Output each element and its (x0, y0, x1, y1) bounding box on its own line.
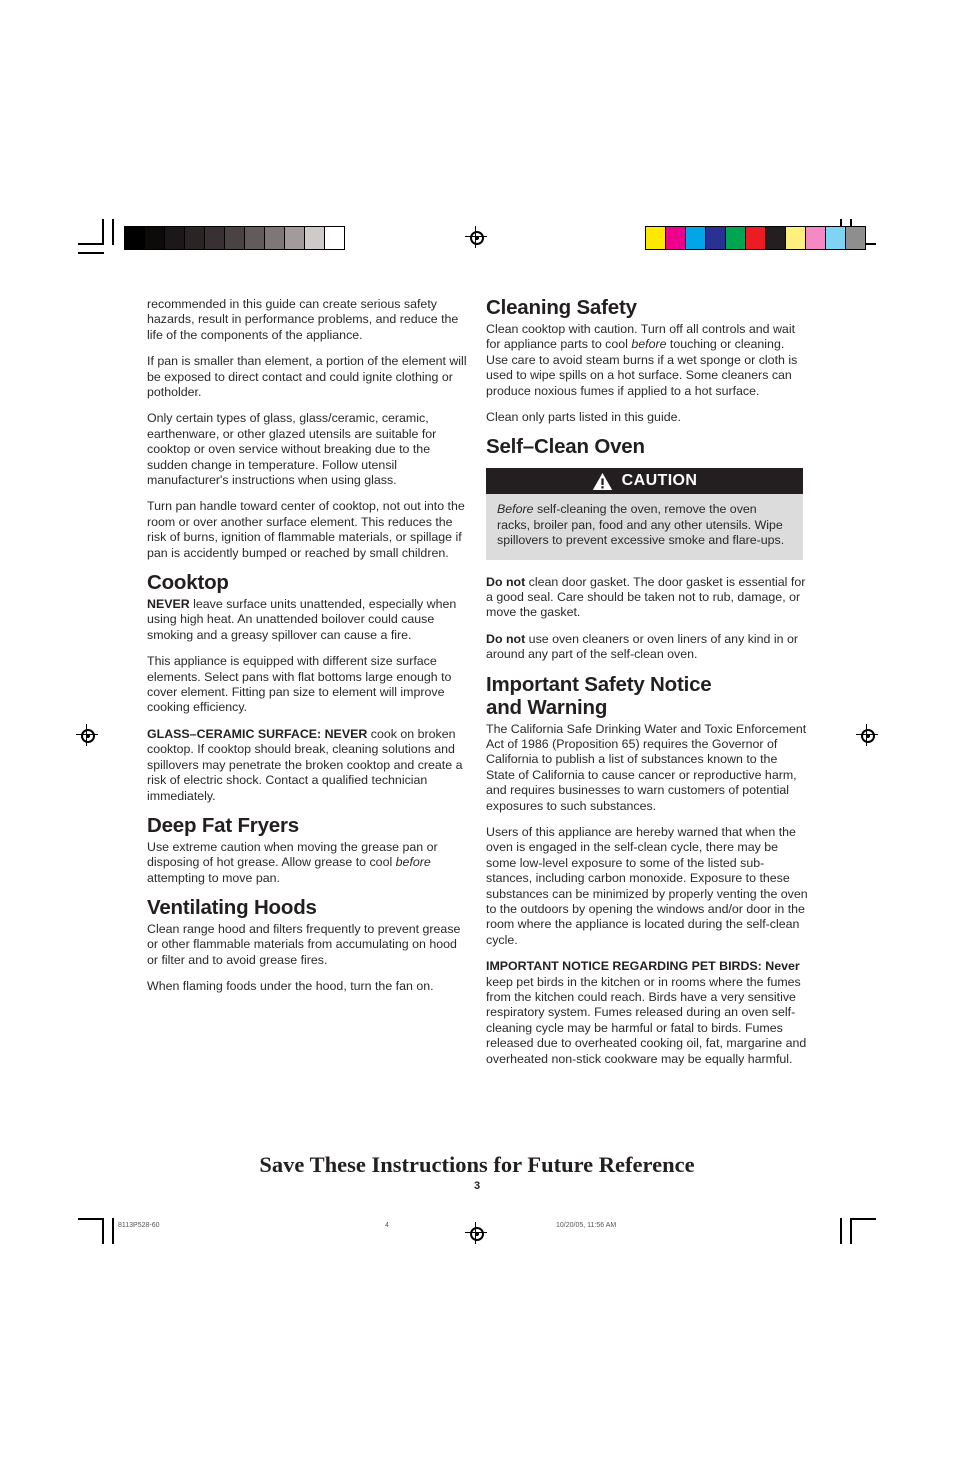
color-swatch-6 (765, 226, 786, 250)
paragraph-self-clean-exposure: Users of this appliance are hereby warned that when the oven is engaged in the self-clean cycle, there may be some low-level exposure to some of the listed sub-stances, including carbon monoxide. Exposure to these substances can be minimized by properly venting the oven to the outdoors by opening the windows and/or door in the room where the appliance is located during the self-clean cycle. (486, 824, 808, 947)
emphasis-before-cleaning: before (631, 337, 667, 352)
paragraph-hood-flaming: When flaming foods under the hood, turn the fan on. (147, 979, 434, 994)
registration-target-top-center (465, 226, 487, 248)
text-do-not-2-rest: use oven cleaners or oven liners of any kind in or around any part of the self-clean oven. (486, 631, 798, 662)
color-calibration-strip (645, 226, 865, 248)
grayscale-swatch-2 (164, 226, 185, 250)
heading-deep-fat-fryers: Deep Fat Fryers (147, 813, 299, 837)
emphasis-before: before (395, 855, 431, 870)
crop-mark-bottom-left-horizontal (78, 1218, 104, 1220)
emphasis-before-caution: Before (497, 502, 534, 517)
caution-text-rest: self-cleaning the oven, remove the oven racks, broiler pan, food and any other utensils. Wipe spillovers to prevent excessive smoke and flare-ups. (497, 502, 785, 548)
grayscale-calibration-strip (124, 226, 344, 248)
color-swatch-10 (845, 226, 866, 250)
heading-cleaning-safety: Cleaning Safety (486, 296, 637, 319)
text-fryers-a: Use extreme caution when moving the grease pan or disposing of hot grease. Allow grease to cool (147, 839, 438, 870)
color-swatch-8 (805, 226, 826, 250)
grayscale-swatch-8 (284, 226, 305, 250)
text-cleaning-a: Clean cooktop with caution. Turn off all controls and wait for appliance parts to cool (486, 321, 796, 352)
text-cleaning-b: touching or cleaning. Use care to avoid steam burns if a wet sponge or cloth is used to wipe spills on a hot surface. Some cleaners can produce noxious fumes if applied to a hot surface. (486, 337, 798, 398)
heading-line-1: Important Safety Notice (486, 672, 712, 696)
grayscale-swatch-9 (304, 226, 325, 250)
footer-tagline: Save These Instructions for Future Reference (259, 1152, 695, 1177)
bold-pet-birds-notice: IMPORTANT NOTICE REGARDING PET BIRDS: Never (486, 959, 800, 974)
grayscale-swatch-3 (184, 226, 205, 250)
crop-mark-top-left-vertical (102, 219, 104, 245)
paragraph-cleaning-safety (486, 322, 809, 399)
grayscale-swatch-0 (124, 226, 145, 250)
paragraph-clean-only-parts: Clean only parts listed in this guide. (486, 409, 681, 424)
paragraph-pet-birds (486, 959, 809, 1067)
bold-do-not-2: Do not (486, 631, 526, 646)
color-swatch-9 (825, 226, 846, 250)
grayscale-swatch-6 (244, 226, 265, 250)
crop-mark-bottom-left-vertical (102, 1218, 104, 1244)
slug-timestamp: 10/20/05, 11:56 AM (556, 1222, 617, 1229)
registration-target-left-middle (76, 724, 98, 746)
paragraph-do-not-clean-gasket (486, 575, 809, 621)
paragraph-cooktop-elements: This appliance is equipped with different size surface elements. Select pans with flat bottoms large enough to cover element. Fitting pan size to element will improve cooking efficiency. (147, 654, 452, 715)
caution-header (486, 468, 803, 494)
registration-target-bottom-center (465, 1222, 487, 1244)
paragraph-continued-safety: recommended in this guide can create serious safety hazards, result in performance problems, and reduce the life of the components of the appliance. (147, 297, 459, 342)
grayscale-swatch-7 (264, 226, 285, 250)
paragraph-hood-cleaning: Clean range hood and filters frequently to prevent grease or other flammable materials from accumulating on hood or filter and to avoid grease fires. (147, 922, 461, 967)
crop-mark-bottom-right-tick (840, 1218, 842, 1244)
grayscale-swatch-10 (324, 226, 345, 250)
crop-mark-top-left-bleed (78, 252, 104, 254)
paragraph-do-not-oven-cleaners (486, 632, 809, 663)
color-swatch-3 (705, 226, 726, 250)
bold-never: NEVER (147, 597, 190, 612)
crop-mark-top-left-tick (112, 219, 114, 245)
text-fryers-b: attempting to move pan. (147, 870, 280, 885)
registration-target-right-middle (856, 724, 878, 746)
grayscale-swatch-5 (224, 226, 245, 250)
heading-important-safety-notice (486, 674, 809, 720)
paragraph-pan-handle: Turn pan handle toward center of cooktop, not out into the room or over another surface element. This reduces the risk of burns, ignition of flammable materials, or spillage if pan is accidently bumped or reached by small children. (147, 499, 465, 560)
heading-line-2: and Warning (486, 695, 608, 719)
color-swatch-0 (645, 226, 666, 250)
heading-cooktop: Cooktop (147, 571, 229, 595)
caution-callout-box (486, 468, 803, 559)
color-swatch-5 (745, 226, 766, 250)
crop-mark-bottom-left-tick (112, 1218, 114, 1244)
heading-ventilating-hoods: Ventilating Hoods (147, 896, 317, 920)
crop-mark-top-left-horizontal (78, 243, 104, 245)
text-pet-birds-rest: keep pet birds in the kitchen or in rooms where the fumes from the kitchen could reach. Birds have a very sensitive respiratory system. Fumes released during an oven self-cleaning cycle may be harmful or fatal to birds. Fumes released due to overheated cooking oil, fat, margarine and overheated non-stick cookware may be equally harmful. (486, 974, 807, 1066)
bold-do-not-1: Do not (486, 574, 526, 589)
paragraph-prop-65: The California Safe Drinking Water and Toxic Enforcement Act of 1986 (Proposition 65) requires the Governor of California to publish a list of substances known to the State of California to cause cancer or reproductive harm, and requires businesses to warn customers of potential exposures to such substances. (486, 721, 807, 813)
caution-text (497, 502, 792, 548)
grayscale-swatch-1 (144, 226, 165, 250)
page-number: 3 (473, 1180, 481, 1192)
heading-self-clean-oven: Self–Clean Oven (486, 435, 645, 459)
text-cooktop-never-rest: leave surface units unattended, especially when using high heat. An unattended boilover could cause smoking and a greasy spillover can cause a fire. (147, 597, 457, 642)
left-column (147, 297, 470, 995)
color-swatch-2 (685, 226, 706, 250)
paragraph-glass-ceramic-surface (147, 727, 470, 804)
right-column (486, 297, 809, 1067)
color-swatch-7 (785, 226, 806, 250)
paragraph-deep-fat-fryers (147, 840, 470, 886)
crop-mark-bottom-right-vertical (850, 1218, 852, 1244)
grayscale-swatch-4 (204, 226, 225, 250)
crop-mark-bottom-right-horizontal (850, 1218, 876, 1220)
color-swatch-4 (725, 226, 746, 250)
paragraph-pan-smaller: If pan is smaller than element, a portion of the element will be exposed to direct contact and could ignite clothing or potholder. (147, 354, 467, 400)
slug-sheet-number: 4 (385, 1222, 389, 1229)
caution-label: CAUTION (621, 472, 698, 490)
text-glass-ceramic-rest: cook on broken cooktop. If cooktop should break, cleaning solutions and spillovers may penetrate the broken cooktop and create a risk of electric shock. Contact a qualified technician immediately. (147, 726, 463, 803)
color-swatch-1 (665, 226, 686, 250)
slug-part-number: 8113P528-60 (118, 1222, 160, 1229)
paragraph-glass-utensils: Only certain types of glass, glass/ceramic, ceramic, earthenware, or other glazed utensils are suitable for cooktop or oven service without breaking due to the sudden change in temperature. Follow utensil manufacturer's instructions when using glass. (147, 411, 437, 488)
text-do-not-1-rest: clean door gasket. The door gasket is essential for a good seal. Care should be taken not to rub, damage, or move the gasket. (486, 574, 806, 620)
warning-triangle-icon (592, 472, 613, 491)
bold-glass-ceramic-never: GLASS–CERAMIC SURFACE: NEVER (147, 726, 368, 741)
caution-body (486, 494, 803, 559)
paragraph-cooktop-never (147, 597, 470, 643)
